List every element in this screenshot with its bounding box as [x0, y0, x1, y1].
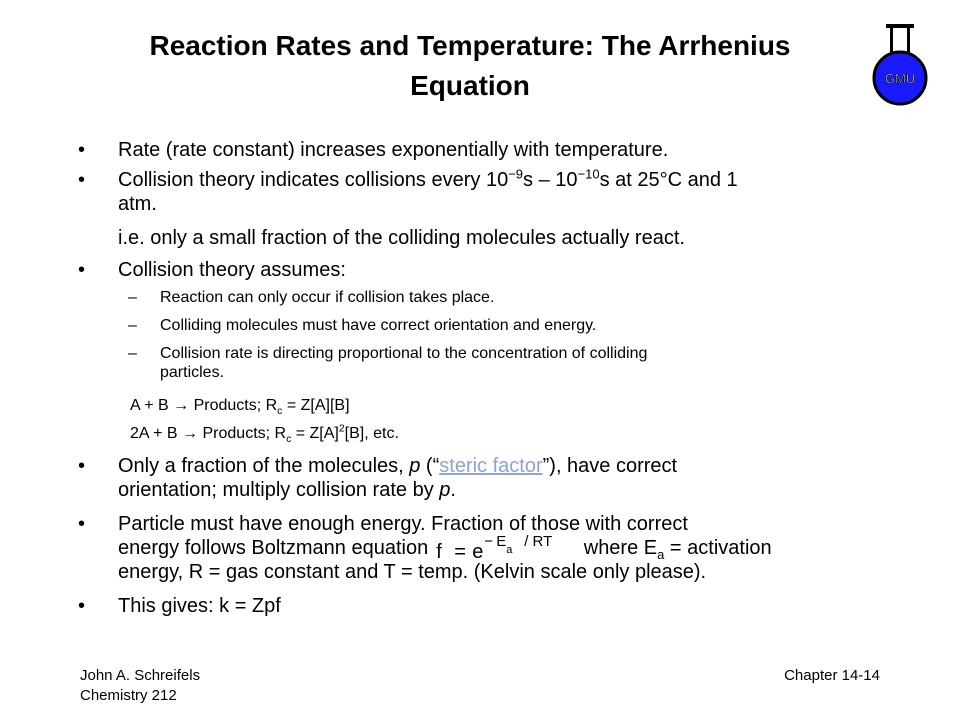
boltzmann-equation: [428, 533, 578, 563]
eq-e: e: [472, 541, 484, 563]
sub-item-rate: [128, 344, 880, 382]
steric-factor-link[interactable]: steric factor: [439, 455, 543, 477]
bullet-rate: [78, 138, 878, 162]
text-segment: [B], etc.: [344, 425, 399, 442]
text-segment: = activation: [664, 537, 772, 559]
text-segment: energy follows Boltzmann equation: [118, 537, 429, 559]
bullet-text: This gives: k = Zpf: [118, 595, 281, 617]
bullet-collision-theory: [78, 166, 878, 216]
bullet-text-line-2: atm.: [118, 193, 157, 215]
author-name: John A. Schreifels: [80, 667, 201, 684]
eq-minus: −: [484, 533, 493, 550]
exponent: −9: [508, 166, 524, 182]
exponent: −10: [577, 166, 600, 182]
sub-item-orientation: [128, 316, 880, 335]
text-segment: where E: [578, 537, 658, 559]
bullet-energy: [78, 512, 878, 584]
bullet-assumptions: [78, 258, 878, 282]
sub-item-collision: [128, 288, 880, 307]
subscript: a: [657, 547, 665, 562]
text-segment: Collision theory indicates collisions every 10: [118, 169, 509, 191]
eq-E: E: [496, 533, 507, 550]
sub-item-text-line-2: particles.: [160, 364, 225, 381]
subscript: c: [286, 434, 292, 446]
text-segment: A + B: [130, 397, 174, 414]
bullet-text: Rate (rate constant) increases exponentially with temperature.: [118, 139, 669, 161]
sub-item-text: Colliding molecules must have correct orientation and energy.: [160, 317, 597, 334]
bullet-icon: •: [78, 595, 86, 617]
eq-rt: / RT: [524, 533, 553, 550]
bullet-icon: •: [78, 513, 86, 535]
subscript: c: [277, 406, 283, 418]
bullet-icon: •: [78, 139, 86, 161]
course-name: Chemistry 212: [80, 687, 177, 704]
bullet-icon: •: [78, 169, 86, 191]
sub-item-text: Collision rate is directing proportional to the concentration of colliding: [160, 345, 648, 362]
logo-text: GMU: [884, 71, 916, 86]
text-segment: s – 10: [523, 169, 578, 191]
ie-note: i.e. only a small fraction of the colliding molecules actually react.: [118, 227, 685, 249]
bullet-result: [78, 594, 878, 618]
p-symbol: p: [409, 455, 421, 477]
text-segment: Only a fraction of the molecules,: [118, 455, 410, 477]
bullet-text: Particle must have enough energy. Fraction of those with correct: [118, 513, 688, 535]
dash-icon: –: [128, 317, 137, 334]
text-segment: = Z[A][B]: [282, 397, 350, 414]
text-segment: Products; R: [198, 425, 287, 442]
dash-icon: –: [128, 289, 137, 306]
bullet-icon: •: [78, 259, 86, 281]
dash-icon: –: [128, 345, 137, 362]
title-line-1: Reaction Rates and Temperature: The Arrhenius: [149, 30, 791, 61]
text-segment: orientation; multiply collision rate by: [118, 479, 440, 501]
text-segment: Products; R: [189, 397, 278, 414]
text-segment: ”), have correct: [542, 455, 678, 477]
text-segment: .: [450, 479, 456, 501]
bullet-icon: •: [78, 455, 86, 477]
rate-equation-2: [130, 423, 399, 446]
title-line-2: Equation: [410, 70, 530, 101]
arrow-icon: →: [182, 425, 199, 442]
bullet-text: Collision theory assumes:: [118, 259, 346, 281]
arrow-icon: →: [173, 397, 190, 414]
footer-chapter: Chapter 14-14: [784, 667, 880, 684]
superscript: 2: [338, 423, 345, 435]
p-symbol: p: [439, 479, 451, 501]
eq-equals: =: [454, 541, 466, 563]
sub-item-text: Reaction can only occur if collision takes place.: [160, 289, 495, 306]
eq-f: f: [436, 541, 442, 563]
eq-a: a: [506, 544, 513, 556]
text-segment: (“: [420, 455, 440, 477]
text-segment: 2A + B: [130, 425, 183, 442]
text-segment: s at 25°C and 1: [599, 169, 738, 191]
bullet-text-line-3: energy, R = gas constant and T = temp. (Kelvin scale only please).: [118, 561, 707, 583]
rate-equation-1: [130, 396, 350, 418]
footer-author: [80, 666, 200, 706]
bullet-steric-factor: [78, 454, 878, 502]
text-segment: = Z[A]: [291, 425, 339, 442]
